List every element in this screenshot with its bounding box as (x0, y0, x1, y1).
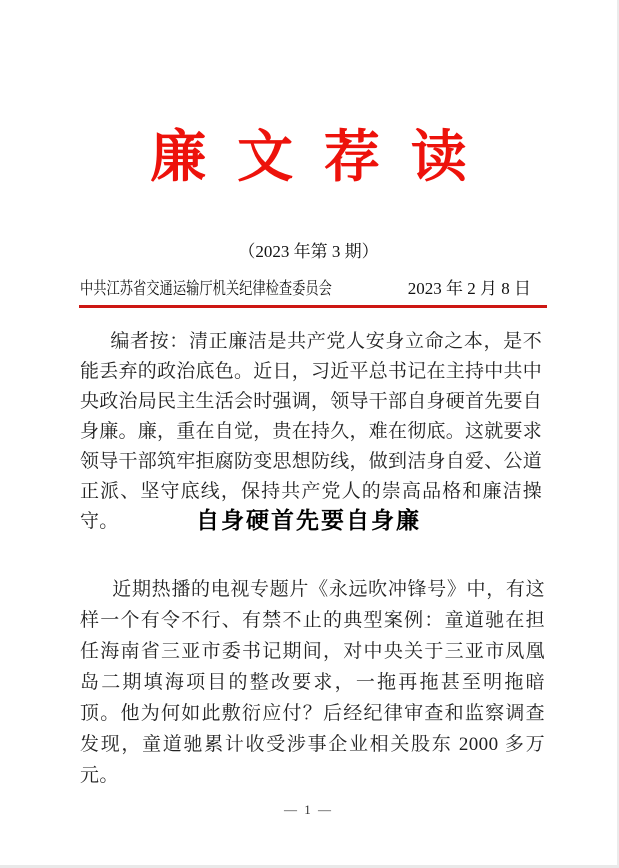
page-number: — 1 — (284, 802, 333, 817)
publisher-name: 中共江苏省交通运输厅机关纪律检查委员会 (80, 279, 332, 298)
document-title: 廉文荐读 (150, 127, 498, 189)
publish-date: 2023 年 2 月 8 日 (407, 279, 531, 298)
editor-note-paragraph: 编者按：清正廉洁是共产党人安身立命之本，是不能丢弃的政治底色。近日，习近平总书记在主持中共中央政治局民主生活会时强调，领导干部自身硬首先要自身廉。廉，重在自觉，贵在持久，难在彻底。这就要求领导干部筑牢拒腐防变思想防线，做到洁身自爱、公道正派、坚守底线，保持共产党人的崇高品格和廉洁操守。 (80, 331, 542, 532)
article-paragraph: 近期热播的电视专题片《永远吹冲锋号》中，有这样一个有令不行、有禁不止的典型案例：童道驰在担任海南省三亚市委书记期间，对中央关于三亚市凤凰岛二期填海项目的整改要求，一拖再拖甚至明拖暗顶。他为何如此敷衍应付？后经纪律审查和监察调查发现，童道驰累计收受涉事企业相关股东 2000 多万元。 (80, 579, 545, 786)
red-divider-line (79, 305, 547, 308)
issue-number: （2023 年第 3 期） (238, 242, 379, 261)
article-title: 自身硬首先要自身廉 (196, 508, 421, 533)
publisher-row (80, 277, 545, 301)
